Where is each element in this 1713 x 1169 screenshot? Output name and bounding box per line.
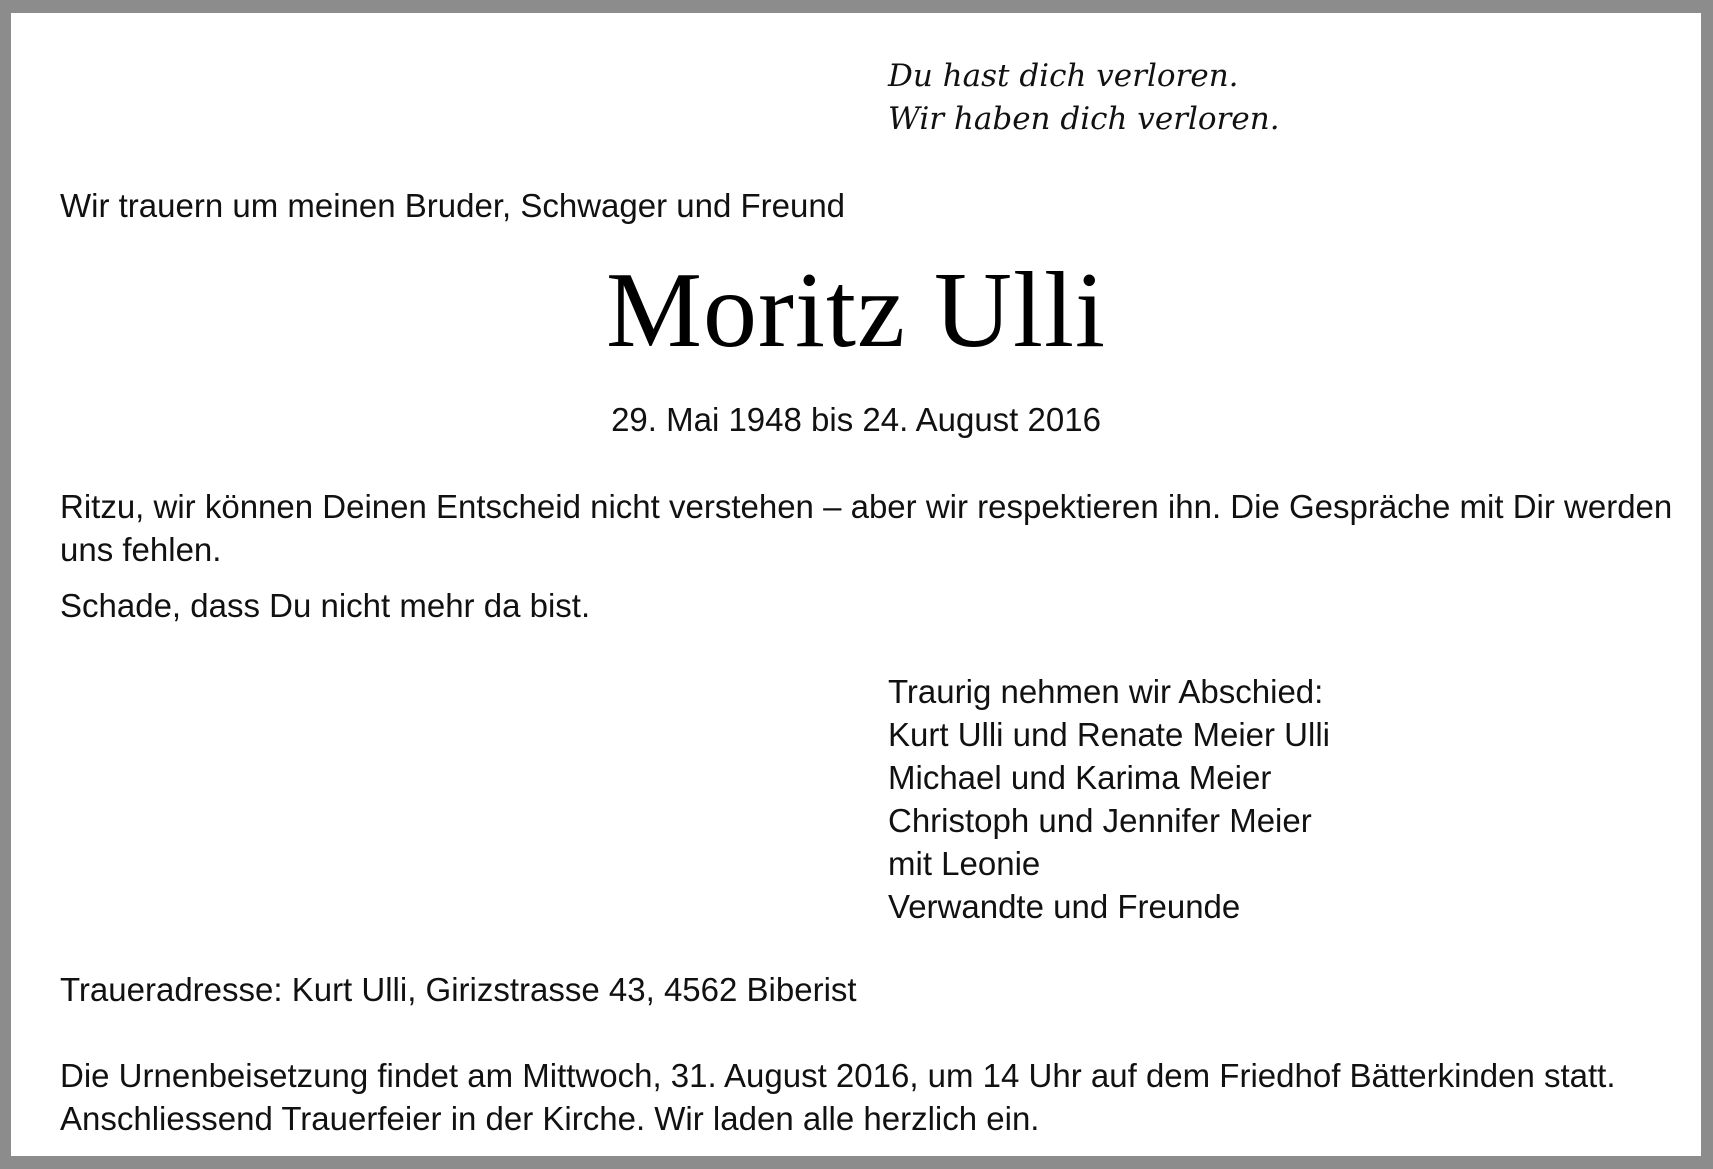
motto-line-1: Du hast dich verloren. (888, 58, 1239, 94)
intro-text: Wir trauern um meinen Bruder, Schwager und Freund (60, 187, 846, 224)
service-line-2: Anschliessend Trauerfeier in der Kirche. Wir laden alle herzlich ein. (60, 1100, 1040, 1137)
service-info (60, 1054, 1616, 1140)
closing-text: Schade, dass Du nicht mehr da bist. (60, 587, 591, 624)
mourners-heading: Traurig nehmen wir Abschied: (888, 673, 1324, 710)
mourner-name: Verwandte und Freunde (888, 888, 1241, 925)
mourner-name: Michael und Karima Meier (888, 759, 1272, 796)
service-line-1: Die Urnenbeisetzung findet am Mittwoch, 31. August 2016, um 14 Uhr auf dem Friedhof Bätterkinden statt. (60, 1057, 1616, 1094)
life-dates: 29. Mai 1948 bis 24. August 2016 (611, 401, 1101, 438)
mourner-name: Christoph und Jennifer Meier (888, 802, 1312, 839)
mourner-name: Kurt Ulli und Renate Meier Ulli (888, 716, 1331, 753)
deceased-name: Moritz Ulli (606, 251, 1106, 370)
motto-line-2: Wir haben dich verloren. (888, 101, 1280, 137)
obituary-notice (11, 13, 1701, 1156)
personal-message: Ritzu, wir können Deinen Entscheid nicht verstehen – aber wir respektieren ihn. Die Gespräche mit Dir werden uns fehlen. (60, 488, 1673, 568)
mourners-list (888, 670, 1330, 928)
motto-quote (888, 55, 1280, 141)
mourning-address: Traueradresse: Kurt Ulli, Girizstrasse 43, 4562 Biberist (60, 971, 857, 1008)
mourner-name: mit Leonie (888, 845, 1041, 882)
